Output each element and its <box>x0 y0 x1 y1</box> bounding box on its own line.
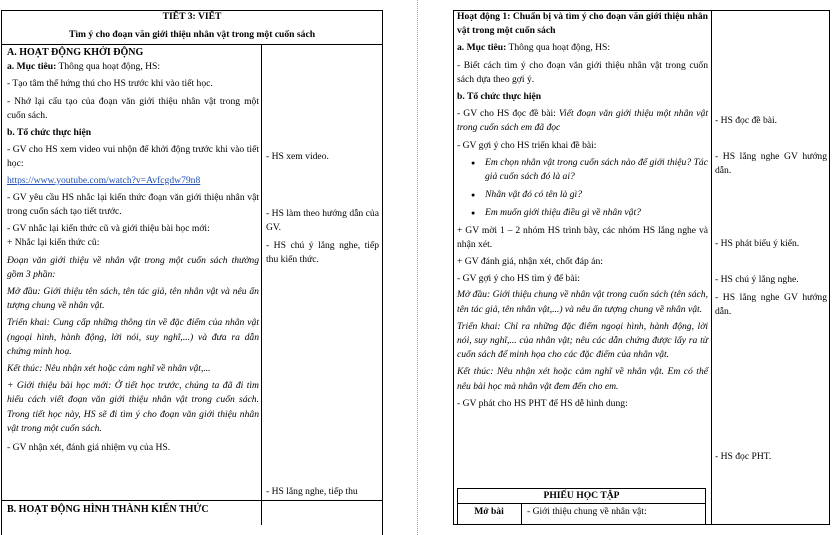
student-listen-task <box>266 485 381 499</box>
structure-text: Đoạn văn giới thiệu về nhân vật trong một cuốn sách thường gồm 3 phần: <box>7 254 259 280</box>
goal-item: - Nhớ lại cấu tạo của đoạn văn giới thiệu nhân vật trong một cuốn sách. <box>7 95 259 121</box>
gv-hint-text: - GV gợi ý cho HS triển khai đề bài: <box>457 139 597 151</box>
new-lesson-text: + Giới thiệu bài học mới: Ở tiết học trước, chúng ta đã đi tìm hiểu cách viết đoạn văn giới thiệu nhân vật trong cuốn sách. Trong tiết học này, HS sẽ đi tìm ý cho đoạn văn giới thiệu nhân vật trong một cuốn sách. <box>7 380 259 434</box>
teacher-column-right <box>457 10 708 411</box>
hs-listen-task: - HS lắng nghe, tiếp thu <box>266 486 358 497</box>
gv-conclude-text: + GV đánh giá, nhận xét, chốt đáp án: <box>457 256 603 268</box>
hs-read-pht: - HS đọc PHT. <box>715 451 772 462</box>
lesson-title: TIẾT 3: VIẾT <box>162 11 222 22</box>
hs-listen-gv: - HS lắng nghe GV hướng dẫn. <box>715 151 827 177</box>
lesson-subtitle: Tìm ý cho đoạn văn giới thiệu nhân vật trong một cuốn sách <box>68 29 316 41</box>
goal-line: a. Mục tiêu: Thông qua hoạt động, HS: <box>457 42 611 54</box>
right-page <box>448 0 834 535</box>
list-item: ● Em chọn nhân vật trong cuốn sách nào để giới thiệu? Tác giả cuốn sách đó là ai? <box>471 156 708 184</box>
activity-title: Hoạt động 1: Chuẩn bị và tìm ý cho đoạn văn giới thiệu nhân vật trong một cuốn sách <box>457 11 708 37</box>
trien-khai-text: Triển khai: Cung cấp những thông tin về đặc điểm của nhân vật (ngoại hình, hành động, lời nói, suy nghĩ,...) và đưa ra dẫn chứng minh hoạ. <box>7 317 259 357</box>
org-heading: b. Tổ chức thực hiện <box>7 127 92 139</box>
goal-item: - Biết cách tìm ý cho đoạn văn giới thiệu nhân vật trong cuốn sách dựa theo gợi ý. <box>457 59 708 85</box>
hs-listen-gv-2: - HS lắng nghe GV hướng dẫn. <box>715 292 827 318</box>
worksheet-row-label: Mở bài <box>474 506 504 517</box>
org-heading: b. Tổ chức thực hiện <box>457 91 542 103</box>
lesson-header <box>2 10 382 42</box>
mo-dau-text: Mở đầu: Giới thiệu tên sách, tên tác giả, tên nhân vật và nêu ấn tượng chung về nhân vật. <box>7 286 259 312</box>
ket-thuc-text: Kết thúc: Nêu nhận xét hoặc cảm nghĩ về nhân vật. Em có thể nêu bài học mà nhân vật đem đến cho em. <box>457 366 709 392</box>
hs-present: - HS phát biểu ý kiến. <box>715 238 800 249</box>
gv-assess-text: - GV nhận xét, đánh giá nhiệm vụ của HS. <box>7 442 171 454</box>
student-listen <box>266 239 379 267</box>
hs-follow: - HS làm theo hướng dẫn của GV. <box>266 208 379 234</box>
teacher-column <box>7 46 259 455</box>
video-link[interactable]: https://www.youtube.com/watch?v=Avfcgdw79n8 <box>7 174 201 186</box>
gv-hint-find-text: - GV gợi ý cho HS tìm ý để bài: <box>457 273 580 285</box>
gv-intro-text: - GV nhắc lại kiến thức cũ và giới thiệu bài học mới: <box>7 223 210 235</box>
list-item: ● Nhân vật đó có tên là gì? <box>471 188 708 202</box>
gv-invite-text: + GV mời 1 – 2 nhóm HS trình bày, các nhóm HS lắng nghe và nhận xét. <box>457 224 708 250</box>
left-page <box>0 0 385 535</box>
worksheet-row-text: - Giới thiệu chung về nhân vật: <box>527 506 647 517</box>
gv-read-text: - GV cho HS đọc đề bài: Viết đoạn văn giới thiệu một nhân vật trong cuốn sách em đã đọc <box>457 108 708 134</box>
gv-recall-text: - GV yêu cầu HS nhắc lại kiến thức đoạn văn giới thiệu nhân vật trong cuốn sách tạo tiết trước. <box>7 191 259 218</box>
goal-item: - Tạo tâm thế hứng thú cho HS trước khi vào tiết học. <box>7 78 213 90</box>
list-item: ● Em muốn giới thiệu điều gì về nhân vật? <box>471 206 708 220</box>
hint-bullets <box>457 156 708 221</box>
section-a-heading: A. HOẠT ĐỘNG KHỞI ĐỘNG <box>7 47 144 58</box>
hs-read: - HS đọc đề bài. <box>715 115 778 126</box>
gv-video-text: - GV cho HS xem video vui nhộn để khởi động trước khi vào tiết học: <box>7 144 259 170</box>
hs-attention: - HS chú ý lắng nghe. <box>715 274 799 285</box>
page-separator <box>417 0 418 535</box>
hs-watch: - HS xem video. <box>266 151 329 162</box>
worksheet-table <box>457 488 706 524</box>
hs-listen: - HS chú ý lắng nghe, tiếp thu kiến thức. <box>266 240 379 266</box>
mo-dau-text: Mở đầu: Giới thiệu chung về nhân vật trong cuốn sách (tên sách, tên tác giả, tên nhân vật,...) và nêu ấn tượng chung về nhân vật. <box>457 289 708 315</box>
ket-thuc-text: Kết thúc: Nêu nhận xét hoặc cảm nghĩ về nhân vật,... <box>7 363 211 375</box>
trien-khai-text: Triển khai: Chỉ ra những đặc điểm ngoại hình, hành động, lời nói, suy nghĩ,... của nhân vật; nêu các dẫn chứng được lấy ra từ cuốn sách để minh họa cho các đặc điểm của nhân vật. <box>457 320 708 361</box>
student-column <box>266 150 381 164</box>
worksheet-title: PHIẾU HỌC TẬP <box>543 490 620 501</box>
section-b <box>7 503 377 517</box>
section-b-heading: B. HOẠT ĐỘNG HÌNH THÀNH KIẾN THỨC <box>7 504 209 515</box>
recall-heading: + Nhắc lại kiến thức cũ: <box>7 237 100 249</box>
student-follow <box>266 207 379 235</box>
goal-line: a. Mục tiêu: Thông qua hoạt động, HS: <box>7 61 161 73</box>
gv-handout-text: - GV phát cho HS PHT để HS dễ hình dung: <box>457 397 628 409</box>
